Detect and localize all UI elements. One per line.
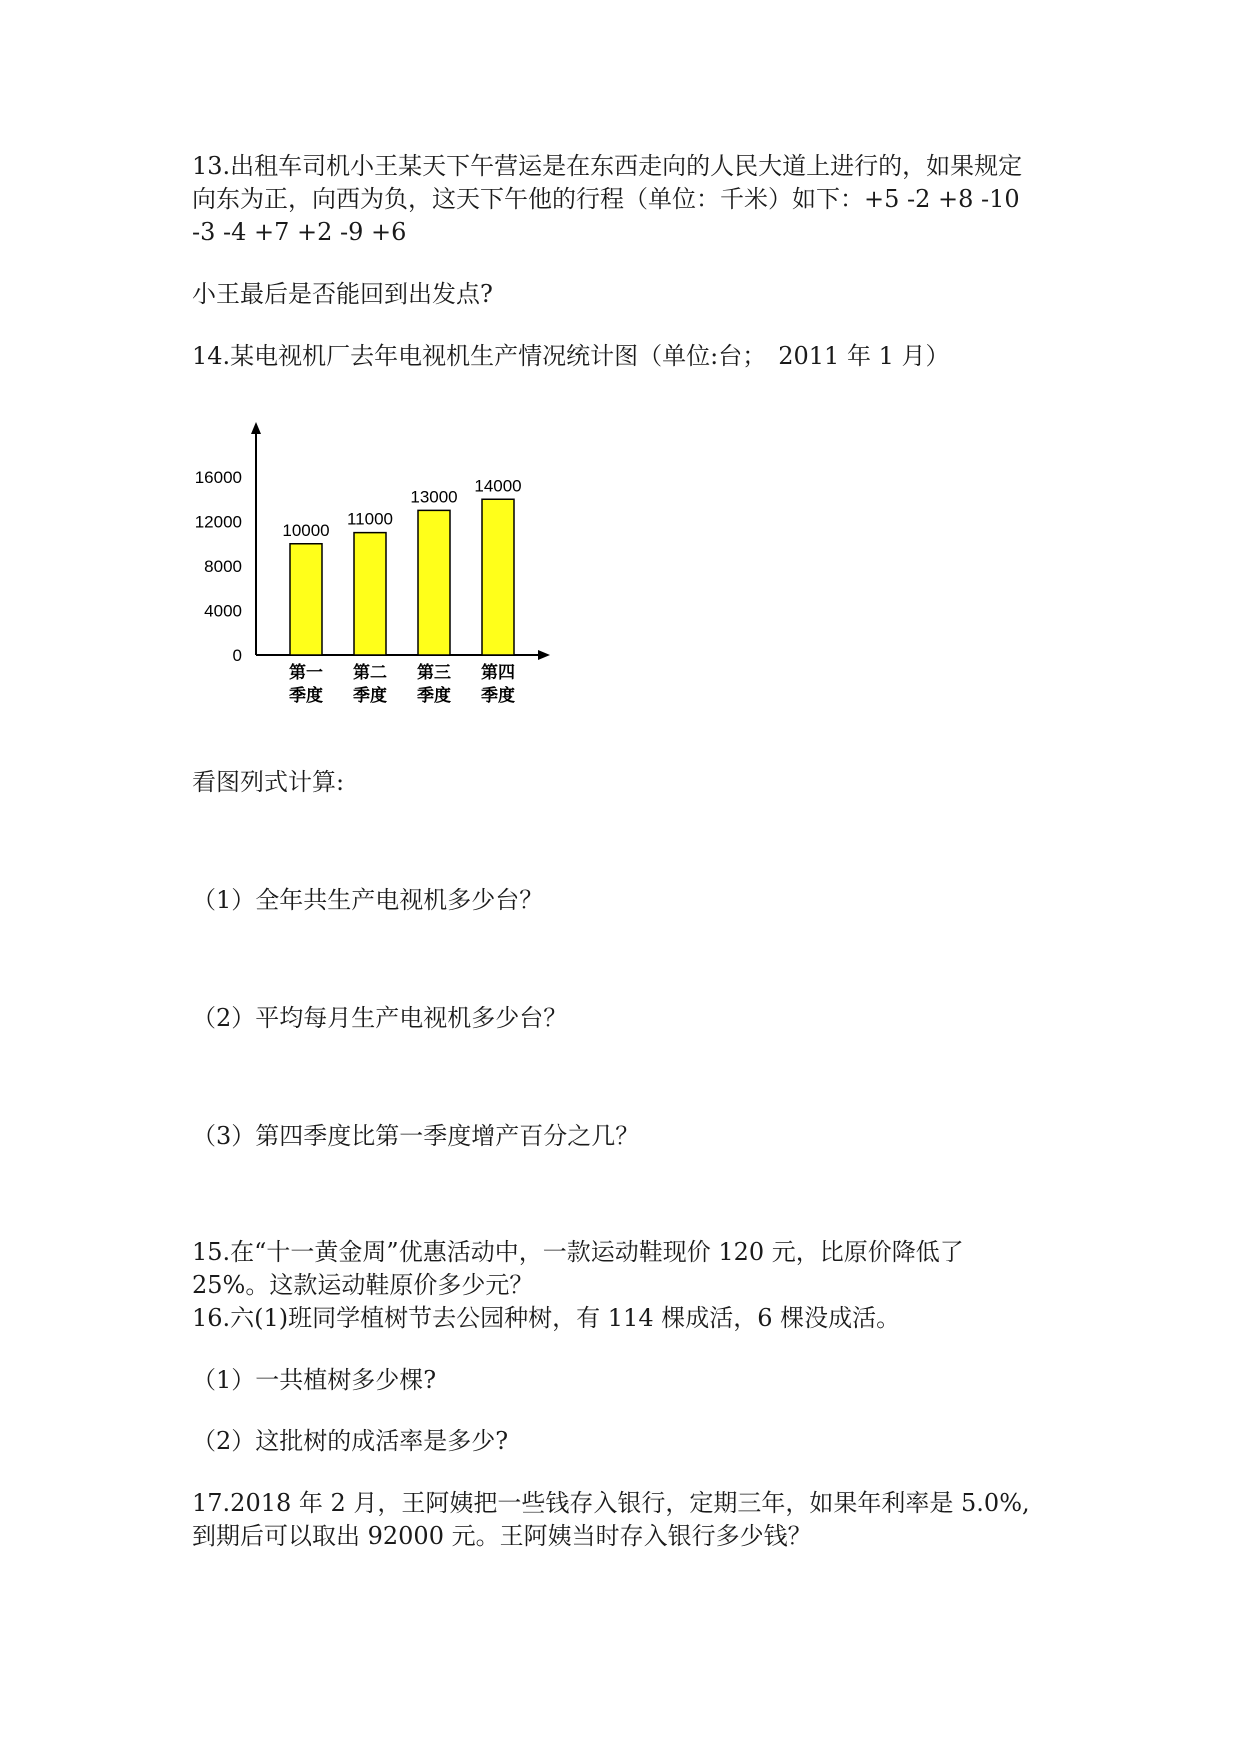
- x-category-label: 季度: [289, 686, 323, 705]
- y-tick-label: 0: [232, 646, 242, 665]
- q13-line-2: 向东为正，向西为负，这天下午他的行程（单位：千米）如下：+5 -2 +8 -10: [192, 185, 1020, 213]
- y-axis: [251, 422, 261, 655]
- x-category-label: 第一: [289, 663, 323, 682]
- x-category-label: 季度: [417, 686, 451, 705]
- data-label: 11000: [346, 509, 394, 529]
- data-label: 14000: [474, 476, 522, 496]
- y-tick-label: 12000: [194, 512, 242, 532]
- q14-title: 14.某电视机厂去年电视机生产情况统计图（单位:台； 2011 年 1 月）: [192, 342, 950, 370]
- q13-question: 小王最后是否能回到出发点?: [192, 280, 493, 308]
- x-category-label: 第三: [417, 663, 451, 682]
- q14-sub1: （1）全年共生产电视机多少台？: [192, 886, 544, 914]
- data-label: 13000: [410, 487, 458, 507]
- x-category-label: 季度: [353, 686, 387, 705]
- q17-line-2: 到期后可以取出 92000 元。王阿姨当时存入银行多少钱？: [192, 1522, 812, 1550]
- x-category-labels: [289, 662, 515, 705]
- q14-sub3: （3）第四季度比第一季度增产百分之几？: [192, 1122, 640, 1150]
- q13-line-3: -3 -4 +7 +2 -9 +6: [192, 218, 407, 246]
- bar: [354, 533, 386, 655]
- y-tick-labels: [195, 468, 242, 665]
- q13-line-1: 13.出租车司机小王某天下午营运是在东西走向的人民大道上进行的，如果规定: [192, 152, 1023, 180]
- bar: [482, 499, 514, 655]
- q15-line-2: 25%。这款运动鞋原价多少元？: [192, 1271, 534, 1299]
- y-tick-label: 4000: [204, 601, 242, 621]
- q17-line-1: 17.2018 年 2 月，王阿姨把一些钱存入银行，定期三年，如果年利率是 5.0%,: [192, 1489, 1030, 1517]
- q14-sub2: （2）平均每月生产电视机多少台？: [192, 1004, 568, 1032]
- x-category-label: 第二: [353, 663, 387, 682]
- data-label: 10000: [282, 520, 330, 540]
- q16-title: 16.六(1)班同学植树节去公园种树，有 114 棵成活，6 棵没成活。: [192, 1304, 901, 1332]
- y-tick-label: 8000: [204, 557, 242, 576]
- q14-instruction: 看图列式计算:: [192, 768, 345, 796]
- x-category-label: 第四: [481, 663, 515, 682]
- production-bar-chart: [180, 418, 560, 718]
- bar: [418, 510, 450, 655]
- bar: [290, 544, 322, 655]
- q15-line-1: 15.在“十一黄金周”优惠活动中，一款运动鞋现价 120 元，比原价降低了: [192, 1238, 964, 1266]
- y-tick-label: 16000: [194, 468, 242, 487]
- q16-sub1: （1）一共植树多少棵?: [192, 1366, 437, 1394]
- x-category-label: 季度: [481, 686, 515, 705]
- q16-sub2: （2）这批树的成活率是多少?: [192, 1427, 509, 1455]
